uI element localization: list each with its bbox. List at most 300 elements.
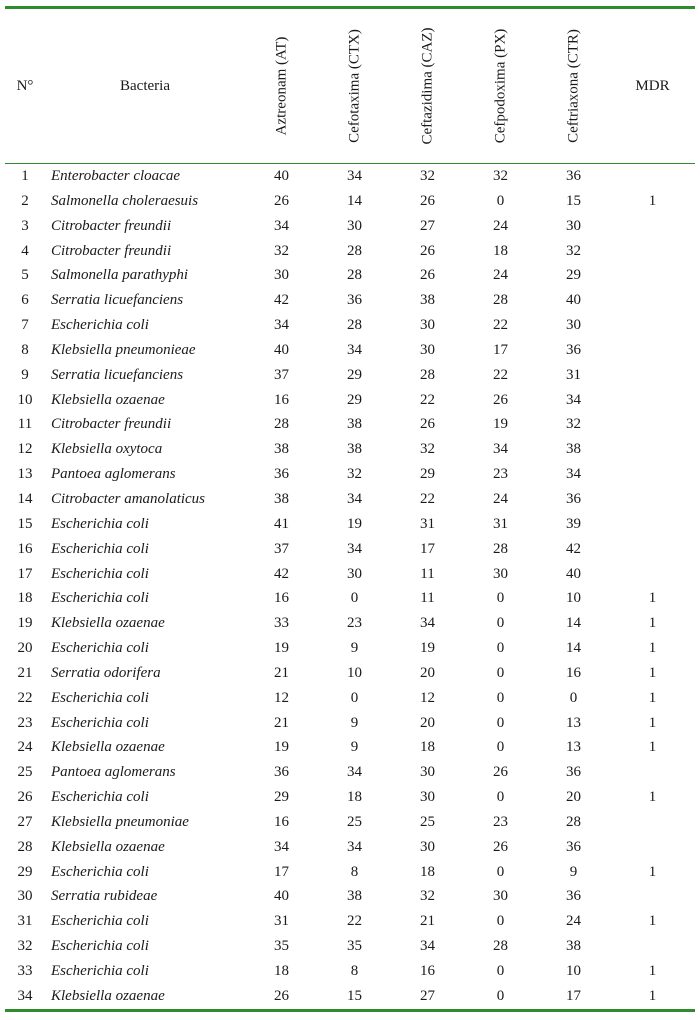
header-ceftriaxona	[537, 9, 610, 163]
row-number: 25	[17, 764, 33, 781]
cefpodoxima-value: 26	[493, 391, 508, 408]
ceftriaxona-value: 13	[566, 739, 581, 756]
table-row	[5, 586, 695, 611]
aztreonam-value: 40	[274, 168, 289, 184]
row-number: 18	[17, 590, 33, 607]
header-ceftriaxona-label: Ceftriaxona (CTR)	[565, 29, 581, 143]
ceftazidima-value: 30	[420, 317, 435, 334]
table-row	[5, 760, 695, 785]
mdr-value	[610, 239, 695, 264]
ceftazidima-value: 26	[420, 192, 435, 209]
table-row	[5, 884, 695, 909]
aztreonam-value: 16	[274, 813, 289, 830]
ceftazidima-value: 25	[420, 813, 435, 830]
mdr-value	[610, 313, 695, 338]
row-number: 32	[17, 938, 33, 955]
mdr-value: 1	[648, 590, 657, 607]
mdr-value	[610, 934, 695, 959]
mdr-value	[610, 512, 695, 537]
bacteria-name: Escherichia coli	[51, 515, 149, 532]
row-number: 6	[21, 292, 29, 309]
mdr-value	[610, 810, 695, 835]
ceftriaxona-value: 40	[566, 565, 581, 582]
ceftriaxona-value: 36	[566, 168, 581, 184]
mdr-value	[610, 263, 695, 288]
mdr-value	[610, 884, 695, 909]
row-number: 28	[17, 838, 33, 855]
aztreonam-value: 18	[274, 963, 289, 979]
bacteria-name: Escherichia coli	[51, 963, 149, 979]
row-number: 17	[17, 565, 33, 582]
mdr-value	[610, 388, 695, 413]
cefotaxima-value: 35	[347, 938, 362, 955]
table-row	[5, 636, 695, 661]
aztreonam-value: 34	[274, 838, 289, 855]
aztreonam-value: 19	[274, 739, 289, 756]
bacteria-name: Klebsiella oxytoca	[51, 441, 163, 458]
table-row	[5, 835, 695, 860]
bacteria-name: Salmonella parathyphi	[51, 267, 189, 284]
cefotaxima-value: 9	[350, 739, 359, 756]
row-number: 30	[17, 888, 33, 905]
mdr-value	[610, 412, 695, 437]
cefpodoxima-value: 23	[493, 466, 508, 483]
mdr-value: 1	[648, 987, 657, 1004]
table-row	[5, 661, 695, 686]
aztreonam-value: 12	[274, 689, 289, 706]
ceftriaxona-value: 42	[566, 540, 581, 557]
cefpodoxima-value: 0	[496, 664, 505, 681]
table-row	[5, 934, 695, 959]
cefotaxima-value: 34	[347, 764, 362, 781]
row-number: 12	[17, 441, 33, 458]
table-row	[5, 562, 695, 587]
bacteria-name: Salmonella choleraesuis	[51, 192, 199, 209]
row-number: 16	[17, 540, 33, 557]
bacteria-name: Escherichia coli	[51, 689, 149, 706]
mdr-value: 1	[648, 739, 657, 756]
header-aztreonam-label: Aztreonam (AT)	[273, 36, 289, 136]
aztreonam-value: 26	[274, 192, 289, 209]
ceftazidima-value: 27	[420, 217, 435, 234]
row-number: 27	[17, 813, 33, 830]
row-number: 20	[17, 640, 33, 657]
ceftazidima-value: 30	[420, 789, 435, 806]
header-number: N°	[16, 77, 34, 94]
header-cefpodoxima	[464, 9, 537, 163]
row-number: 4	[21, 242, 29, 259]
cefpodoxima-value: 24	[493, 267, 508, 284]
ceftriaxona-value: 30	[566, 317, 581, 334]
aztreonam-value: 40	[274, 888, 289, 905]
header-cefotaxima	[318, 9, 391, 163]
row-number: 34	[17, 987, 33, 1004]
cefpodoxima-value: 30	[493, 888, 508, 905]
aztreonam-value: 37	[274, 366, 289, 383]
mdr-value	[610, 537, 695, 562]
ceftazidima-value: 32	[420, 441, 435, 458]
bacteria-name: Escherichia coli	[51, 863, 149, 880]
susceptibility-table	[5, 9, 695, 163]
table-row	[5, 388, 695, 413]
cefpodoxima-value: 0	[496, 689, 505, 706]
aztreonam-value: 38	[274, 490, 289, 507]
ceftriaxona-value: 34	[566, 391, 581, 408]
ceftazidima-value: 16	[420, 963, 435, 979]
cefotaxima-value: 18	[347, 789, 362, 806]
bacteria-name: Escherichia coli	[51, 938, 149, 955]
aztreonam-value: 26	[274, 987, 289, 1004]
header-cefotaxima-label: Cefotaxima (CTX)	[346, 29, 362, 143]
mdr-value: 1	[648, 640, 657, 657]
table-row	[5, 214, 695, 239]
row-number: 5	[21, 267, 29, 284]
cefpodoxima-value: 24	[493, 217, 508, 234]
header-aztreonam	[245, 9, 318, 163]
mdr-value: 1	[648, 963, 657, 979]
row-number: 26	[17, 789, 33, 806]
cefotaxima-value: 9	[350, 714, 359, 731]
row-number: 15	[17, 515, 33, 532]
cefotaxima-value: 29	[347, 366, 362, 383]
bacteria-name: Escherichia coli	[51, 540, 149, 557]
row-number: 23	[17, 714, 33, 731]
aztreonam-value: 42	[274, 565, 289, 582]
cefotaxima-value: 36	[347, 292, 362, 309]
mdr-value: 1	[648, 789, 657, 806]
bacteria-name: Serratia licuefanciens	[51, 366, 184, 383]
ceftazidima-value: 22	[420, 391, 435, 408]
bacteria-name: Escherichia coli	[51, 565, 149, 582]
table-row	[5, 363, 695, 388]
cefpodoxima-value: 23	[493, 813, 508, 830]
aztreonam-value: 42	[274, 292, 289, 309]
header-row	[5, 9, 695, 163]
cefpodoxima-value: 32	[493, 168, 508, 184]
cefpodoxima-value: 0	[496, 640, 505, 657]
ceftriaxona-value: 32	[566, 242, 581, 259]
aztreonam-value: 28	[274, 416, 289, 433]
table-row	[5, 338, 695, 363]
row-number: 14	[17, 490, 33, 507]
cefpodoxima-value: 19	[493, 416, 508, 433]
bacteria-name: Pantoea aglomerans	[51, 466, 176, 483]
ceftazidima-value: 38	[420, 292, 435, 309]
ceftriaxona-value: 24	[566, 913, 581, 930]
mdr-value	[610, 214, 695, 239]
cefpodoxima-value: 24	[493, 490, 508, 507]
cefpodoxima-value: 0	[496, 714, 505, 731]
cefotaxima-value: 9	[350, 640, 359, 657]
mdr-value: 1	[648, 664, 657, 681]
cefotaxima-value: 0	[350, 689, 359, 706]
mdr-value	[610, 760, 695, 785]
bacteria-name: Klebsiella ozaenae	[51, 987, 165, 1004]
cefotaxima-value: 14	[347, 192, 362, 209]
ceftriaxona-value: 32	[566, 416, 581, 433]
bacteria-name: Serratia licuefanciens	[51, 292, 184, 309]
header-ceftazidima	[391, 9, 464, 163]
row-number: 22	[17, 689, 33, 706]
ceftriaxona-value: 38	[566, 441, 581, 458]
bacteria-name: Klebsiella ozaenae	[51, 838, 165, 855]
ceftriaxona-value: 13	[566, 714, 581, 731]
cefpodoxima-value: 0	[496, 615, 505, 632]
cefpodoxima-value: 0	[496, 863, 505, 880]
cefotaxima-value: 28	[347, 267, 362, 284]
cefpodoxima-value: 0	[496, 987, 505, 1004]
mdr-value: 1	[648, 714, 657, 731]
cefpodoxima-value: 34	[493, 441, 508, 458]
cefotaxima-value: 38	[347, 888, 362, 905]
row-number: 33	[17, 963, 33, 979]
mdr-value	[610, 164, 695, 189]
ceftriaxona-value: 31	[566, 366, 581, 383]
cefotaxima-value: 29	[347, 391, 362, 408]
row-number: 24	[17, 739, 33, 756]
aztreonam-value: 34	[274, 217, 289, 234]
cefotaxima-value: 34	[347, 490, 362, 507]
table-row	[5, 313, 695, 338]
ceftazidima-value: 26	[420, 416, 435, 433]
ceftriaxona-value: 36	[566, 764, 581, 781]
table-row	[5, 412, 695, 437]
cefotaxima-value: 28	[347, 242, 362, 259]
row-number: 31	[17, 913, 33, 930]
cefpodoxima-value: 0	[496, 963, 505, 979]
table-row	[5, 288, 695, 313]
ceftazidima-value: 19	[420, 640, 435, 657]
table-row	[5, 437, 695, 462]
cefpodoxima-value: 28	[493, 292, 508, 309]
aztreonam-value: 41	[274, 515, 289, 532]
table-row	[5, 189, 695, 214]
table-row	[5, 909, 695, 934]
aztreonam-value: 21	[274, 714, 289, 731]
cefpodoxima-value: 28	[493, 938, 508, 955]
cefpodoxima-value: 0	[496, 913, 505, 930]
cefotaxima-value: 34	[347, 540, 362, 557]
ceftriaxona-value: 28	[566, 813, 581, 830]
mdr-value: 1	[648, 615, 657, 632]
ceftazidima-value: 30	[420, 341, 435, 358]
ceftazidima-value: 11	[420, 590, 435, 607]
ceftriaxona-value: 36	[566, 838, 581, 855]
table-row	[5, 735, 695, 760]
ceftazidima-value: 12	[420, 689, 435, 706]
ceftazidima-value: 31	[420, 515, 435, 532]
row-number: 21	[17, 664, 33, 681]
bacteria-name: Citrobacter amanolaticus	[51, 490, 206, 507]
cefpodoxima-value: 30	[493, 565, 508, 582]
aztreonam-value: 29	[274, 789, 289, 806]
bacteria-name: Klebsiella ozaenae	[51, 615, 165, 632]
ceftazidima-value: 18	[420, 863, 435, 880]
cefotaxima-value: 30	[347, 565, 362, 582]
cefotaxima-value: 22	[347, 913, 362, 930]
row-number: 8	[21, 341, 29, 358]
row-number: 9	[21, 366, 29, 383]
cefpodoxima-value: 0	[496, 590, 505, 607]
bottom-rule	[5, 1009, 695, 1012]
ceftazidima-value: 32	[420, 168, 435, 184]
ceftriaxona-value: 17	[566, 987, 581, 1004]
ceftriaxona-value: 10	[566, 590, 581, 607]
cefotaxima-value: 34	[347, 838, 362, 855]
aztreonam-value: 30	[274, 267, 289, 284]
mdr-value: 1	[648, 863, 657, 880]
bacteria-name: Escherichia coli	[51, 714, 149, 731]
table-row	[5, 860, 695, 885]
ceftazidima-value: 32	[420, 888, 435, 905]
row-number: 10	[17, 391, 33, 408]
cefpodoxima-value: 17	[493, 341, 508, 358]
row-number: 3	[21, 217, 29, 234]
table-row	[5, 785, 695, 810]
aztreonam-value: 33	[274, 615, 289, 632]
table-row	[5, 487, 695, 512]
row-number: 19	[17, 615, 33, 632]
ceftazidima-value: 34	[420, 938, 435, 955]
cefotaxima-value: 28	[347, 317, 362, 334]
mdr-value	[610, 462, 695, 487]
mdr-value: 1	[648, 689, 657, 706]
cefotaxima-value: 32	[347, 466, 362, 483]
ceftriaxona-value: 16	[566, 664, 581, 681]
table-row	[5, 810, 695, 835]
row-number: 2	[21, 192, 29, 209]
row-number: 11	[17, 416, 33, 433]
bacteria-name: Escherichia coli	[51, 640, 149, 657]
aztreonam-value: 31	[274, 913, 289, 930]
table-row	[5, 164, 695, 189]
ceftriaxona-value: 34	[566, 466, 581, 483]
bacteria-name: Citrobacter freundii	[51, 217, 172, 234]
aztreonam-value: 36	[274, 466, 289, 483]
ceftazidima-value: 26	[420, 267, 435, 284]
ceftazidima-value: 11	[420, 565, 435, 582]
table-row	[5, 263, 695, 288]
bacteria-name: Escherichia coli	[51, 913, 149, 930]
mdr-value: 1	[648, 913, 657, 930]
bacteria-name: Escherichia coli	[51, 590, 149, 607]
cefpodoxima-value: 26	[493, 838, 508, 855]
header-mdr: MDR	[635, 77, 670, 94]
table-row	[5, 462, 695, 487]
ceftazidima-value: 20	[420, 714, 435, 731]
mdr-value	[610, 835, 695, 860]
ceftazidima-value: 29	[420, 466, 435, 483]
cefotaxima-value: 25	[347, 813, 362, 830]
ceftazidima-value: 30	[420, 764, 435, 781]
bacteria-name: Escherichia coli	[51, 317, 149, 334]
ceftriaxona-value: 29	[566, 267, 581, 284]
aztreonam-value: 38	[274, 441, 289, 458]
cefpodoxima-value: 22	[493, 317, 508, 334]
ceftriaxona-value: 40	[566, 292, 581, 309]
cefotaxima-value: 15	[347, 987, 362, 1004]
cefotaxima-value: 34	[347, 341, 362, 358]
cefotaxima-value: 19	[347, 515, 362, 532]
ceftriaxona-value: 15	[566, 192, 581, 209]
ceftriaxona-value: 30	[566, 217, 581, 234]
bacteria-name: Serratia rubideae	[51, 888, 158, 905]
bacteria-name: Klebsiella ozaenae	[51, 739, 165, 756]
cefotaxima-value: 38	[347, 441, 362, 458]
ceftazidima-value: 26	[420, 242, 435, 259]
table-row	[5, 686, 695, 711]
cefotaxima-value: 8	[350, 963, 359, 979]
ceftriaxona-value: 36	[566, 490, 581, 507]
table-body	[5, 164, 695, 1009]
ceftriaxona-value: 38	[566, 938, 581, 955]
aztreonam-value: 17	[274, 863, 289, 880]
bacteria-name: Enterobacter cloacae	[51, 168, 180, 184]
aztreonam-value: 21	[274, 664, 289, 681]
table-row	[5, 537, 695, 562]
table-row	[5, 711, 695, 736]
aztreonam-value: 35	[274, 938, 289, 955]
bacteria-name: Klebsiella ozaenae	[51, 391, 165, 408]
mdr-value	[610, 437, 695, 462]
ceftazidima-value: 27	[420, 987, 435, 1004]
bacteria-name: Escherichia coli	[51, 789, 149, 806]
ceftriaxona-value: 14	[566, 615, 581, 632]
table-row	[5, 512, 695, 537]
row-number: 29	[17, 863, 33, 880]
cefotaxima-value: 0	[350, 590, 359, 607]
aztreonam-value: 16	[274, 590, 289, 607]
ceftazidima-value: 17	[420, 540, 435, 557]
cefotaxima-value: 8	[350, 863, 359, 880]
ceftriaxona-value: 10	[566, 963, 581, 979]
cefpodoxima-value: 18	[493, 242, 508, 259]
bacteria-name: Klebsiella pneumoniae	[51, 813, 189, 830]
cefotaxima-value: 10	[347, 664, 362, 681]
ceftazidima-value: 34	[420, 615, 435, 632]
cefpodoxima-value: 0	[496, 739, 505, 756]
mdr-value: 1	[648, 192, 657, 209]
table-row	[5, 984, 695, 1009]
cefpodoxima-value: 31	[493, 515, 508, 532]
bacteria-name: Klebsiella pneumonieae	[51, 341, 196, 358]
ceftazidima-value: 21	[420, 913, 435, 930]
table-row	[5, 239, 695, 264]
ceftriaxona-value: 0	[569, 689, 578, 706]
mdr-value	[610, 338, 695, 363]
bacteria-name: Citrobacter freundii	[51, 242, 172, 259]
aztreonam-value: 19	[274, 640, 289, 657]
ceftriaxona-value: 39	[566, 515, 581, 532]
mdr-value	[610, 487, 695, 512]
cefotaxima-value: 30	[347, 217, 362, 234]
ceftazidima-value: 28	[420, 366, 435, 383]
table-row	[5, 959, 695, 984]
cefpodoxima-value: 28	[493, 540, 508, 557]
cefpodoxima-value: 0	[496, 192, 505, 209]
bacteria-name: Pantoea aglomerans	[51, 764, 176, 781]
aztreonam-value: 16	[274, 391, 289, 408]
table-row	[5, 611, 695, 636]
aztreonam-value: 34	[274, 317, 289, 334]
ceftazidima-value: 18	[420, 739, 435, 756]
bacteria-name: Citrobacter freundii	[51, 416, 172, 433]
ceftriaxona-value: 14	[566, 640, 581, 657]
data-table-container	[5, 6, 695, 1012]
mdr-value	[610, 363, 695, 388]
cefotaxima-value: 23	[347, 615, 362, 632]
susceptibility-table-body	[5, 164, 695, 1009]
